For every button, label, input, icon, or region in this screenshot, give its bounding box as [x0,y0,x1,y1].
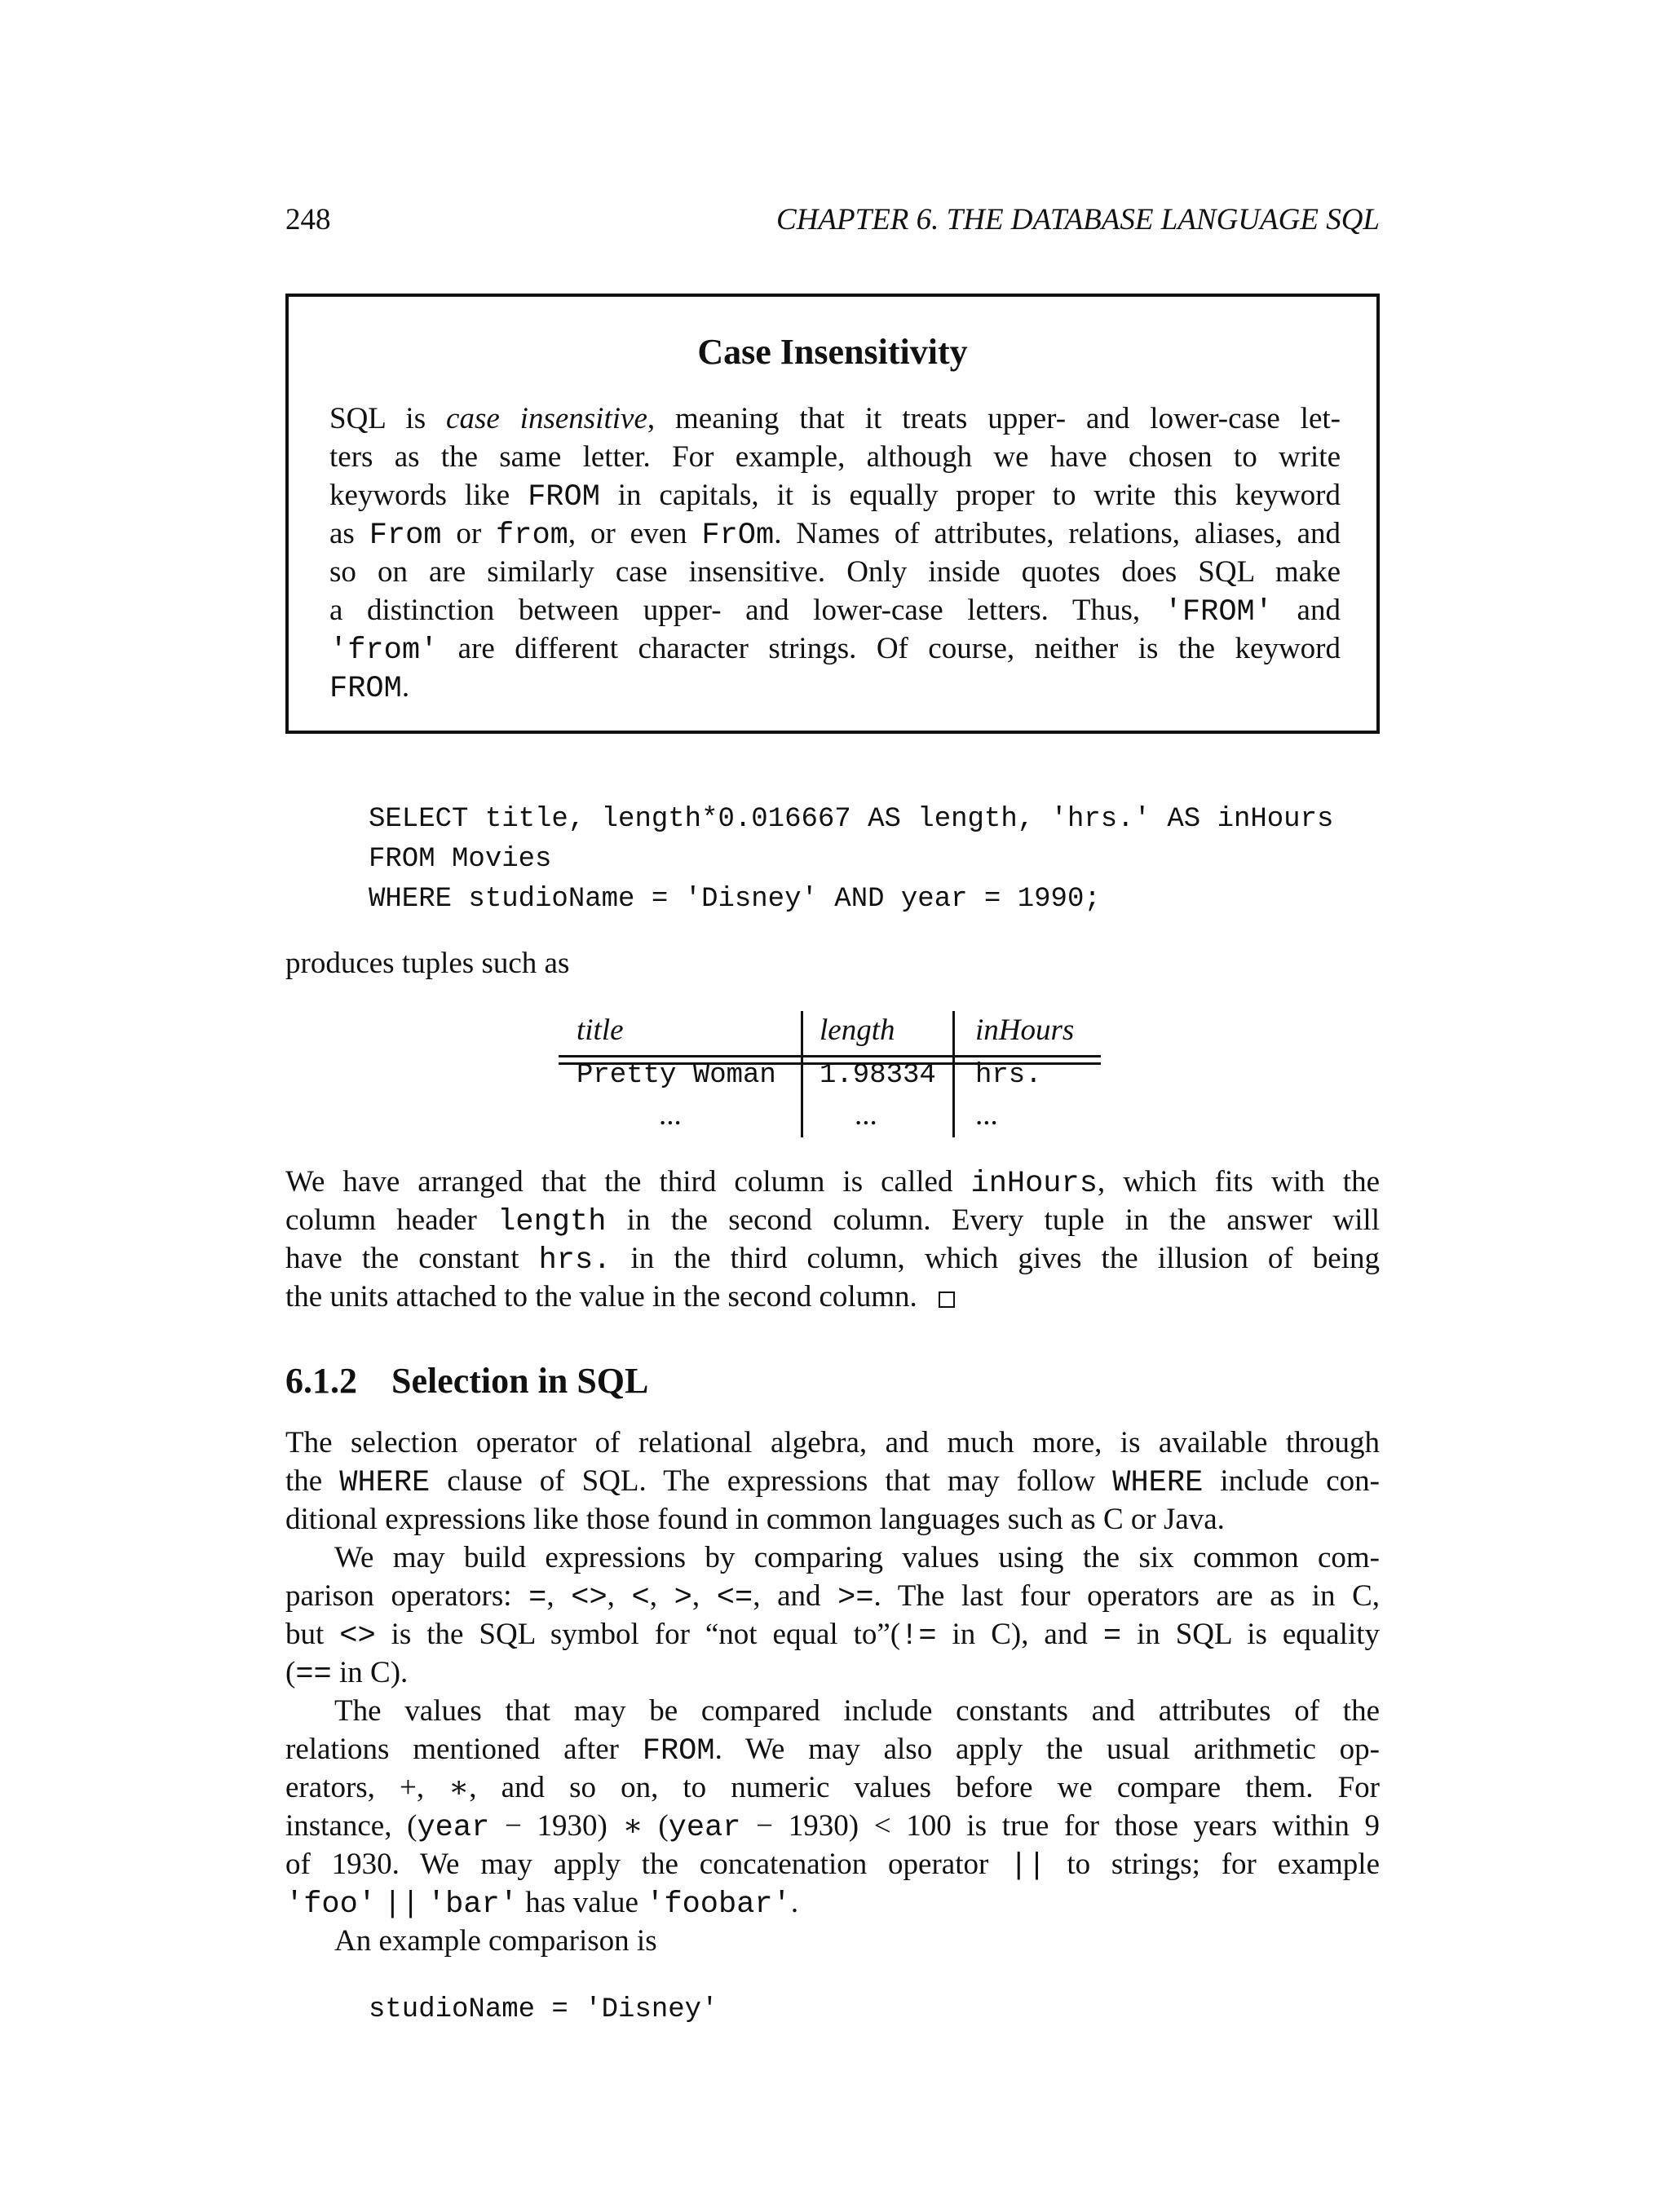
table-header-inhours: inHours [975,1013,1075,1047]
box-line: keywords like FROM in capitals, it is equally proper to write this keyword [329,479,1341,514]
table-header-title: title [577,1013,624,1047]
paragraph-line: the WHERE clause of SQL. The expressions that may follow WHERE include con- [285,1464,1380,1500]
code-line: studioName = 'Disney' [369,1994,718,2025]
paragraph-line: but <> is the SQL symbol for “not equal to”(!= in C), and = in SQL is equality [285,1618,1381,1653]
box-line: SQL is case insensitive, meaning that it treats upper- and lower-case let- [329,402,1341,435]
table-cell: ... [855,1098,877,1132]
paragraph-line: parison operators: =, <>, <, >, <=, and >=. The last four operators are as in C, [285,1579,1381,1615]
box-line: FROM. [329,670,410,706]
paragraph-line: The selection operator of relational algebra, and much more, is available through [285,1426,1380,1459]
page-header [285,202,1380,243]
table-cell: hrs. [975,1060,1042,1091]
box-line: 'from' are different character strings. Of course, neither is the keyword [329,632,1341,668]
table-column-divider [801,1011,803,1137]
box-line: so on are similarly case insensitive. Only inside quotes does SQL make [329,555,1341,589]
table-cell: ... [975,1098,998,1132]
box-line: ters as the same letter. For example, although we have chosen to write [329,440,1341,474]
section-number: 6.1.2 [285,1361,357,1401]
code-line: FROM Movies [369,844,552,875]
running-head: CHAPTER 6. THE DATABASE LANGUAGE SQL [776,203,1380,236]
paragraph-line: ditional expressions like those found in common languages such as C or Java. [285,1503,1225,1536]
code-line: WHERE studioName = 'Disney' AND year = 1990; [369,884,1101,915]
table-header-length: length [820,1013,895,1047]
paragraph-line: We have arranged that the third column is called inHours, which fits with the [285,1165,1380,1201]
paragraph-line: We may build expressions by comparing values using the six common com- [334,1541,1380,1574]
table-cell: Pretty Woman [577,1060,776,1091]
paragraph-line: An example comparison is [334,1924,657,1958]
box-line: a distinction between upper- and lower-case letters. Thus, 'FROM' and [329,594,1341,629]
case-insensitivity-box [285,294,1380,734]
table-cell: 1.98334 [820,1060,936,1091]
paragraph-line: The values that may be compared include constants and attributes of the [334,1694,1380,1728]
section-title: Selection in SQL [391,1361,649,1401]
paragraph-line: erators, +, ∗, and so on, to numeric values before we compare them. For [285,1771,1380,1804]
box-line: as From or from, or even FrOm. Names of attributes, relations, aliases, and [329,517,1341,553]
paragraph-line: have the constant hrs. in the third column, which gives the illusion of being [285,1242,1380,1278]
paragraph-line: (== in C). [285,1656,409,1692]
end-of-example-icon [939,1291,955,1308]
paragraph-line: the units attached to the value in the second column. [285,1281,955,1314]
paragraph-line: 'foo' || 'bar' has value 'foobar'. [285,1886,799,1922]
produces-text: produces tuples such as [285,947,570,980]
table-rule [559,1055,1101,1057]
paragraph-line: instance, (year − 1930) ∗ (year − 1930) < 100 is true for those years within 9 [285,1809,1380,1845]
paragraph-line: relations mentioned after FROM. We may also apply the usual arithmetic op- [285,1733,1380,1768]
paragraph-line: column header length in the second column. Every tuple in the answer will [285,1203,1380,1239]
section-heading [285,1360,648,1402]
page-number: 248 [285,203,331,236]
box-title: Case Insensitivity [697,332,968,372]
table-cell: ... [659,1098,682,1132]
table-column-divider [952,1011,955,1137]
paragraph-line: of 1930. We may apply the concatenation operator || to strings; for example [285,1848,1380,1883]
code-line: SELECT title, length*0.016667 AS length, 'hrs.' AS inHours [369,804,1334,835]
